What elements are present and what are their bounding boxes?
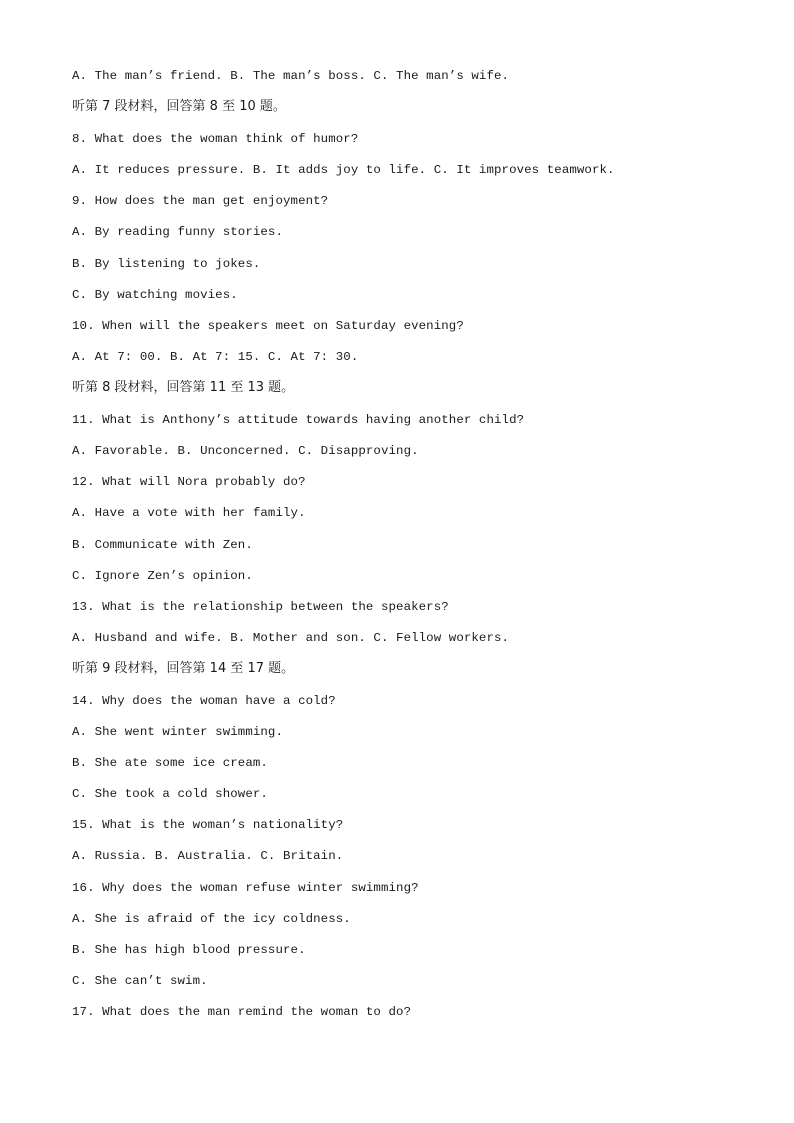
question-14: 14. Why does the woman have a cold? — [72, 694, 336, 708]
question-17: 17. What does the man remind the woman to do? — [72, 1005, 412, 1019]
question-15: 15. What is the woman’s nationality? — [72, 818, 344, 832]
answer-options: A. At 7: 00. B. At 7: 15. C. At 7: 30. — [72, 350, 359, 364]
question-16: 16. Why does the woman refuse winter swimming? — [72, 881, 419, 895]
question-10: 10. When will the speakers meet on Saturday evening? — [72, 319, 464, 333]
answer-options: A. Favorable. B. Unconcerned. C. Disapproving. — [72, 444, 419, 458]
answer-option-a: A. She is afraid of the icy coldness. — [72, 912, 351, 926]
answer-option-c: C. By watching movies. — [72, 288, 238, 302]
answer-option-c: C. She took a cold shower. — [72, 787, 268, 801]
question-13: 13. What is the relationship between the speakers? — [72, 600, 449, 614]
question-9: 9. How does the man get enjoyment? — [72, 194, 329, 208]
answer-option-a: A. By reading funny stories. — [72, 225, 283, 239]
section-heading: 听第 9 段材料，回答第 14 至 17 题。 — [72, 661, 295, 676]
question-11: 11. What is Anthony’s attitude towards having another child? — [72, 413, 525, 427]
section-heading: 听第 8 段材料，回答第 11 至 13 题。 — [72, 380, 295, 395]
answer-option-b: B. She has high blood pressure. — [72, 943, 306, 957]
section-heading: 听第 7 段材料，回答第 8 至 10 题。 — [72, 99, 286, 114]
answer-option-a: A. She went winter swimming. — [72, 725, 283, 739]
answer-options: A. Husband and wife. B. Mother and son. C. Fellow workers. — [72, 631, 510, 645]
answer-options: A. It reduces pressure. B. It adds joy to life. C. It improves teamwork. — [72, 163, 615, 177]
question-12: 12. What will Nora probably do? — [72, 475, 306, 489]
answer-option-b: B. Communicate with Zen. — [72, 538, 253, 552]
answer-option-c: C. Ignore Zen’s opinion. — [72, 569, 253, 583]
answer-option-b: B. She ate some ice cream. — [72, 756, 268, 770]
answer-option-a: A. Have a vote with her family. — [72, 506, 306, 520]
answer-options: A. The man’s friend. B. The man’s boss. C. The man’s wife. — [72, 69, 510, 83]
question-8: 8. What does the woman think of humor? — [72, 132, 359, 146]
answer-options: A. Russia. B. Australia. C. Britain. — [72, 849, 344, 863]
answer-option-c: C. She can’t swim. — [72, 974, 208, 988]
answer-option-b: B. By listening to jokes. — [72, 257, 261, 271]
